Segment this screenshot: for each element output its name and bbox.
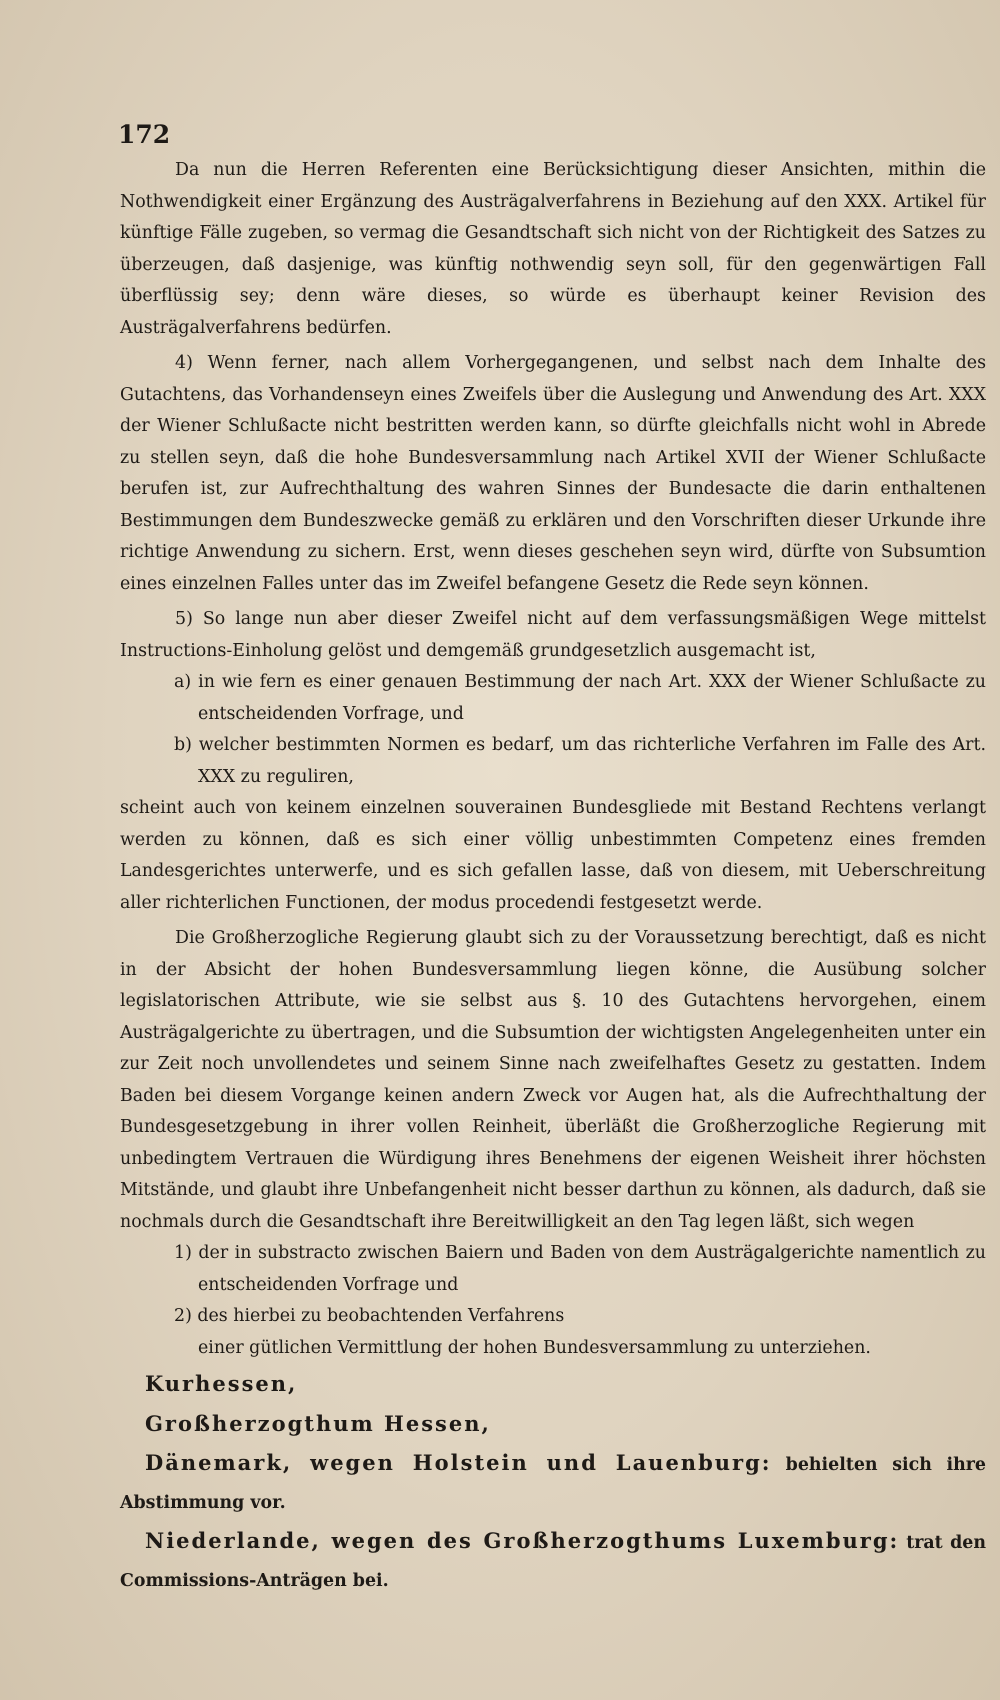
paragraph-point-4: 4) Wenn ferner, nach allem Vorhergegangenen, und selbst nach dem Inhalte des Gutachtens, das Vorhandenseyn eines Zweifels über die Auslegung und Anwendung des Art. XXX der Wiener Schlußacte nicht bestritten werden kann, so dürfte gleichfalls nicht wohl in Abrede zu stellen seyn, daß die hohe Bundesversammlung nach Artikel XVII der Wiener Schlußacte berufen ist, zur Aufrechthaltung des wahren Sinnes der Bundesacte die darin enthaltenen Bestimmungen dem Bundeszwecke gemäß zu erklären und den Vorschriften dieser Urkunde ihre richtige Anwendung zu sichern. Erst, wenn dieses geschehen seyn wird, dürfte von Subsumtion eines einzelnen Falles unter das im Zweifel befangene Gesetz die Rede seyn können.	[120, 353, 986, 594]
vote-niederlande	[120, 1522, 986, 1600]
paragraph-intro: Da nun die Herren Referenten eine Berücksichtigung dieser Ansichten, mithin die Nothwendigkeit einer Ergänzung des Austrägalverfahrens in Beziehung auf den XXX. Artikel für künftige Fälle zugeben, so vermag die Gesandtschaft sich nicht von der Richtigkeit des Satzes zu überzeugen, daß dasjenige, was künftig nothwendig seyn soll, für den gegenwärtigen Fall überflüssig sey; denn wäre dieses, so würde es überhaupt keiner Revision des Austrägalverfahrens bedürfen.	[120, 160, 986, 338]
vote-state-name: Niederlande, wegen des Großherzogthums Luxemburg:	[145, 1528, 900, 1553]
list-item-1: 1) der in substracto zwischen Baiern und Baden von dem Austrägalgerichte namentlich zu entscheidenden Vorfrage und	[174, 1243, 986, 1295]
paragraph-government: Die Großherzogliche Regierung glaubt sich zu der Voraussetzung berechtigt, daß es nicht in der Absicht der hohen Bundesversammlung liegen könne, die Ausübung solcher legislatorischen Attribute, wie sie selbst aus §. 10 des Gutachtens hervorgehen, einem Austrägalgerichte zu übertragen, und die Subsumtion der wichtigsten Angelegenheiten unter ein zur Zeit noch unvollendetes und seinem Sinne nach zweifelhaftes Gesetz zu gestatten. Indem Baden bei diesem Vorgange keinen andern Zweck vor Augen hat, als die Aufrechthaltung der Bundesgesetzgebung in ihrer vollen Reinheit, überläßt die Großherzogliche Regierung mit unbedingtem Vertrauen die Würdigung ihres Benehmens der eigenen Weisheit ihrer höchsten Mitstände, und glaubt ihre Unbefangenheit nicht besser darthun zu können, als dadurch, daß sie nochmals durch die Gesandtschaft ihre Bereitwilligkeit an den Tag legen läßt, sich wegen	[120, 928, 986, 1232]
paragraph-conclusion: scheint auch von keinem einzelnen souverainen Bundesgliede mit Bestand Rechtens verlangt werden zu können, daß es sich einer völlig unbestimmten Competenz eines fremden Landesgerichtes unterwerfe, und es sich gefallen lasse, daß von diesem, mit Ueberschreitung aller richterlichen Functionen, der modus procedendi festgesetzt werde.	[120, 798, 986, 913]
vote-daenemark	[120, 1444, 986, 1522]
vote-text: behielten sich ihre Abstimmung vor.	[120, 1455, 986, 1513]
vote-text: trat den Commissions-Anträgen bei.	[120, 1533, 987, 1591]
paragraph-mediation: einer gütlichen Vermittlung der hohen Bundesversammlung zu unterziehen.	[198, 1337, 871, 1358]
vote-state-name: Dänemark, wegen Holstein und Lauenburg:	[145, 1450, 772, 1475]
paragraph-point-5: 5) So lange nun aber dieser Zweifel nicht auf dem verfassungsmäßigen Wege mittelst Instructions-Einholung gelöst und demgemäß grundgesetzlich ausgemacht ist,	[120, 609, 986, 661]
list-item-a: a) in wie fern es einer genauen Bestimmung der nach Art. XXX der Wiener Schlußacte zu entscheidenden Vorfrage, und	[174, 672, 986, 724]
list-item-2: 2) des hierbei zu beobachtenden Verfahrens	[174, 1306, 565, 1326]
state-kurhessen: Kurhessen,	[145, 1371, 298, 1396]
list-item-b: b) welcher bestimmten Normen es bedarf, um das richterliche Verfahren im Falle des Art. XXX zu reguliren,	[174, 735, 986, 787]
page-number: 172	[118, 120, 171, 149]
state-hessen: Großherzogthum Hessen,	[145, 1411, 491, 1436]
page-body	[120, 155, 986, 1600]
